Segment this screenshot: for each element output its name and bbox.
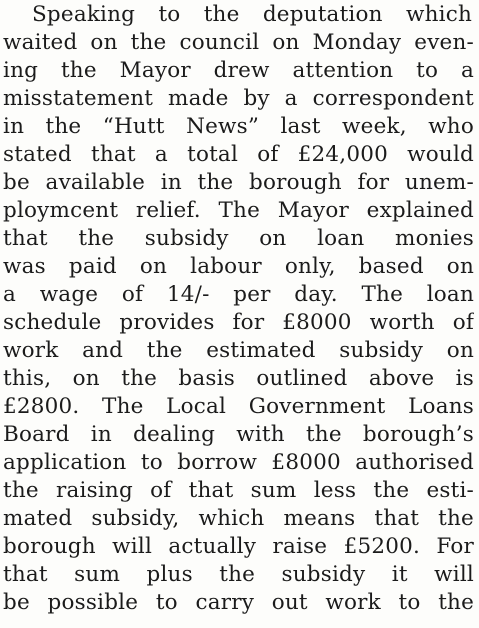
text-line-18: the raising of that sum less the esti- — [3, 478, 474, 503]
text-line-2: waited on the council on Monday even- — [3, 30, 474, 55]
text-line-16: Board in dealing with the borough’s — [3, 422, 474, 447]
text-line-21: that sum plus the subsidy it will — [3, 562, 474, 587]
text-line-11: a wage of 14/- per day. The loan — [3, 282, 474, 307]
text-line-10: was paid on labour only, based on — [3, 254, 474, 279]
text-line-9: that the subsidy on loan monies — [3, 226, 474, 251]
text-line-12: schedule provides for £8000 worth of — [3, 310, 474, 335]
text-line-15: £2800. The Local Government Loans — [3, 394, 474, 419]
text-line-4: misstatement made by a correspondent — [3, 86, 474, 111]
text-line-22: be possible to carry out work to the — [3, 590, 474, 615]
text-line-1: Speaking to the deputation which — [32, 2, 472, 27]
text-line-5: in the “Hutt News” last week, who — [3, 114, 474, 139]
text-line-19: mated subsidy, which means that the — [3, 506, 474, 531]
text-line-3: ing the Mayor drew attention to a — [3, 58, 474, 83]
text-line-8: ploymcent relief. The Mayor explained — [3, 198, 474, 223]
text-line-6: stated that a total of £24,000 would — [3, 142, 474, 167]
text-line-14: this, on the basis outlined above is — [3, 366, 474, 391]
text-line-7: be available in the borough for unem- — [3, 170, 474, 195]
text-line-20: borough will actually raise £5200. For — [3, 534, 474, 559]
text-line-17: application to borrow £8000 authorised — [3, 450, 474, 475]
text-line-13: work and the estimated subsidy on — [3, 338, 474, 363]
